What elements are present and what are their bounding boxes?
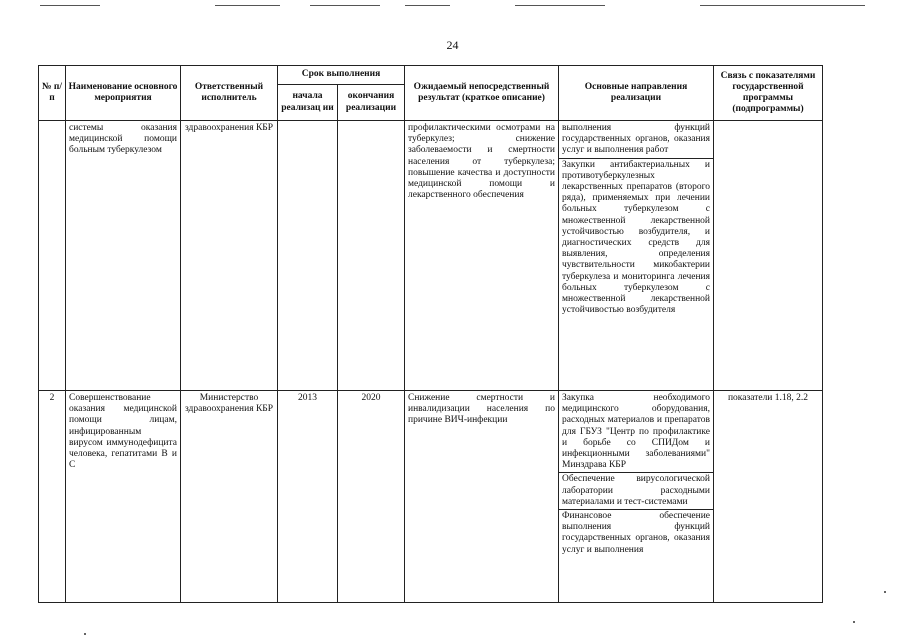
- row-end: 2020: [338, 391, 405, 603]
- row-name: системы оказания медицинской помощи больным туберкулезом: [66, 121, 181, 391]
- table-row: [39, 121, 823, 391]
- table-row: [39, 391, 823, 603]
- direction-item: Обеспечение вирусологической лаборатории расходными материалами и тест-системами: [559, 472, 713, 509]
- page-number: 24: [446, 38, 459, 52]
- scan-edge-mark: [515, 5, 605, 6]
- header-period: Срок выполнения: [278, 66, 405, 85]
- header-name: Наименование основного мероприятия: [66, 66, 181, 121]
- row-start: 2013: [278, 391, 338, 603]
- scan-edge-mark: [700, 5, 865, 6]
- row-directions: [559, 121, 714, 391]
- row-num: 2: [39, 391, 66, 603]
- header-result: Ожидаемый непосредственный результат (краткое описание): [405, 66, 559, 121]
- scan-edge-mark: [40, 5, 100, 6]
- scan-edge-mark: [310, 5, 380, 6]
- row-num: [39, 121, 66, 391]
- row-link: [714, 121, 823, 391]
- scan-speck: [853, 621, 855, 623]
- row-result: Снижение смертности и инвалидизации населения по причине ВИЧ-инфекции: [405, 391, 559, 603]
- header-end: окончания реализации: [338, 85, 405, 121]
- scan-speck: [884, 591, 886, 593]
- direction-item: выполнения функций государственных органов, оказания услуг и выполнения работ: [562, 123, 710, 156]
- direction-item: Закупки антибактериальных и противотуберкулезных лекарственных препаратов (второго ряда), применяемых при лечении больных туберкулезом с множественной лекарственной устойчивостью возбудителя, и диагностических средств для выявления, определения чувствительности микобактерии туберкулеза и мониторинга лечения больных туберкулезом с множественной лекарственной устойчивостью возбудителя: [559, 158, 713, 318]
- scan-speck: [84, 633, 86, 635]
- row-responsible: здравоохранения КБР: [181, 121, 278, 391]
- row-link: показатели 1.18, 2.2: [714, 391, 823, 603]
- header-start: начала реализац ии: [278, 85, 338, 121]
- measures-table: [38, 65, 823, 603]
- row-name: Совершенствование оказания медицинской помощи лицам, инфицированным вирусом иммунодефицита человека, гепатитами В и С: [66, 391, 181, 603]
- row-result: профилактическими осмотрами на туберкулез; снижение заболеваемости и смертности населения от туберкулеза; повышение качества и доступности медицинской помощи и лекарственного обеспечения: [405, 121, 559, 391]
- row-start: [278, 121, 338, 391]
- row-responsible: Министерство здравоохранения КБР: [181, 391, 278, 603]
- header-directions: Основные направления реализации: [559, 66, 714, 121]
- scan-edge-mark: [405, 5, 450, 6]
- header-row: [39, 66, 823, 85]
- row-directions: [559, 391, 714, 603]
- header-responsible: Ответственный исполнитель: [181, 66, 278, 121]
- direction-item: Закупка необходимого медицинского оборудования, расходных материалов и препаратов для ГБУЗ "Центр по профилактике и борьбе со СПИДом и инфекционными заболеваниями" Минздрава КБР: [562, 393, 710, 471]
- scan-edge-mark: [215, 5, 280, 6]
- header-link: Связь с показателями государственной программы (подпрограммы): [714, 66, 823, 121]
- row-end: [338, 121, 405, 391]
- header-num: № п/п: [39, 66, 66, 121]
- direction-item: Финансовое обеспечение выполнения функций государственных органов, оказания услуг и выполнения: [559, 509, 713, 557]
